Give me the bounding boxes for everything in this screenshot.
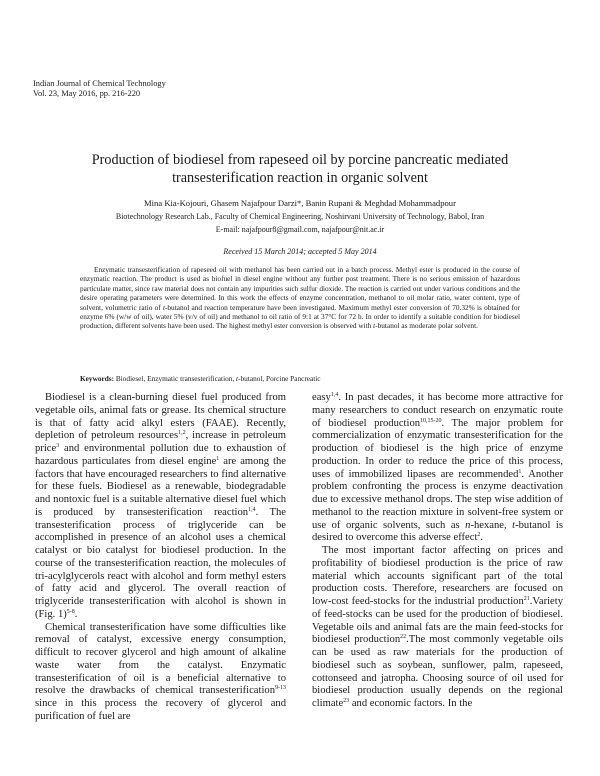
abstract-italic: t bbox=[162, 302, 165, 312]
email: E-mail: najafpour8@gmail.com, najafpour@nit.ac.ir bbox=[215, 225, 385, 234]
journal-volume: Vol. 23, May 2016, pp. 216-220 bbox=[33, 89, 141, 99]
citation: 9-13 bbox=[275, 685, 286, 692]
paragraph bbox=[312, 392, 563, 545]
body-column-left bbox=[35, 392, 286, 724]
text: Biodiesel is a clean-burning diesel fuel produced from vegetable oils, animal fats or grease. Its chemical structure is that of fatty acid alkyl esters (FAAE). Recently, depletion of petroleum resources bbox=[35, 392, 286, 442]
abstract bbox=[80, 265, 520, 331]
received-dates: Received 15 March 2014; accepted 5 May 2014 bbox=[223, 247, 377, 256]
text: are among the factors that have encouraged researchers to find alternative for these fuels. Biodiesel as a renewable, biodegradable and nontoxic fuel is a suitable alternative diesel fuel which is produced by transesterification reaction bbox=[35, 455, 286, 518]
citation: 1 bbox=[216, 455, 220, 462]
text: -butanol is desired to overcome this adverse effect bbox=[312, 519, 563, 544]
text: since in this process the recovery of glycerol and purification of fuel are bbox=[35, 698, 286, 722]
text: , increase in petroleum price bbox=[35, 430, 286, 454]
citation: 3 bbox=[56, 443, 60, 449]
paragraph bbox=[35, 622, 286, 724]
citation: 21 bbox=[523, 596, 530, 602]
text: . The transesterification process of triglyceride can be accomplished in presence of an alcohol uses a chemical catalyst or bio catalyst for biodiesel production. In the course of the transesterification reaction, the molecules of tri-acylglycerols react with alcohol and form methyl esters of fatty acid and glycerol. The overall reaction of triglyceride transesterification with alcohol is shown in (Fig. 1) bbox=[35, 506, 286, 620]
abstract-text: Enzymatic transesterification of rapeseed oil with methanol has been carried out in a batch process. Methyl ester is produced in the course of enzymatic reaction. The product is used as biofuel in diesel engine without any further post treatment. There is no serious emission of hazardous particulate matter, since raw material does not contain any impurities such sulfur dioxide. The reaction is carried out under various conditions and the desire operating parameters were determined. In this work the effects of enzyme concentration, methanol to oil molar ratio, water content, type of solvent, volumetric ratio of bbox=[80, 265, 520, 312]
text: . Another problem confronting the process is enzyme deactivation due to excessive methanol drops. The step wise addition of methanol to the reaction mixture in solvent-free system or use of organic solvents, such as bbox=[312, 468, 563, 531]
citation: 10,15-20 bbox=[420, 417, 442, 424]
citation: 1 bbox=[518, 468, 522, 475]
text: and environmental pollution due to exhaustion of hazardous particulates from diesel engine bbox=[35, 443, 286, 467]
keywords-text: -butanol, Porcine Pancreatic bbox=[238, 374, 321, 383]
paragraph bbox=[35, 392, 286, 622]
journal-header bbox=[33, 79, 166, 100]
text: and economic factors. In the bbox=[349, 698, 473, 709]
body-column-right bbox=[312, 392, 563, 711]
citation: 1,2 bbox=[178, 430, 186, 437]
authors: Mina Kia-Kojouri, Ghasem Najafpour Darzi*, Banin Rupani & Meghdad Mohammadpour bbox=[144, 198, 456, 208]
citation: 23 bbox=[343, 698, 350, 704]
abstract-text: -butanol and reaction temperature have been investigated. Maximum methyl ester conversion of 70.32% is obtained for enzyme 6% (w/w of oil), water 5% (v/v of oil) and methanol to oil ratio of 9:1 at 37°C for 72 h. In order to identify a suitable condition for biodiesel production, different solvents have been used. The highest methyl ester conversion is observed with bbox=[80, 302, 520, 331]
affiliation: Biotechnology Research Lab., Faculty of Chemical Engineering, Noshirvani University of Technology, Babol, Iran bbox=[115, 212, 485, 221]
text: . The major problem for commercialization of enzymatic transesterification for the production of biodiesel is the high price of enzyme production. In order to reduce the price of this process, uses of immobilized lipases are recommended bbox=[312, 417, 563, 480]
italic-text: t bbox=[512, 519, 516, 531]
title-line-2: transesterification reaction in organic solvent bbox=[172, 170, 428, 186]
citation: 1,4 bbox=[330, 392, 339, 398]
text: .The most commonly vegetable oils can be used as raw materials for the production of biodiesel such as soybean, sunflower, palm, rapeseed, cottonseed and jatropha. Choosing source of oil used for biodiesel production usually depends on the regional climate bbox=[312, 634, 563, 709]
text: easy bbox=[312, 392, 331, 403]
keywords-text: Biodiesel, Enzymatic transesterification, bbox=[114, 374, 237, 383]
citation: 1,4 bbox=[248, 506, 256, 513]
citation: 22 bbox=[400, 634, 407, 641]
text: . In past decades, it has become more attractive for many researchers to conduct research on enzymatic route of biodiesel production bbox=[312, 392, 563, 429]
keywords bbox=[80, 374, 520, 383]
text: . bbox=[480, 532, 484, 544]
paragraph bbox=[312, 545, 563, 711]
citation: 2 bbox=[477, 532, 481, 539]
text: . bbox=[74, 608, 78, 620]
keywords-label: Keywords: bbox=[80, 374, 115, 383]
journal-name: Indian Journal of Chemical Technology bbox=[33, 79, 166, 88]
text: The most important factor affecting on prices and profitability of biodiesel production is the price of raw material which accounts significant part of the total production costs. Therefore, researchers are focused on low-cost feed-stocks for the industrial production bbox=[312, 545, 563, 607]
title-line-1: Production of biodiesel from rapeseed oil by porcine pancreatic mediated bbox=[91, 152, 509, 168]
abstract-italic: t bbox=[373, 321, 376, 331]
text: .Variety of feed-stocks can be used for the production of biodiesel. Vegetable oils and animal fats are the main feed-stocks for biodiesel production bbox=[312, 596, 563, 646]
paper-title bbox=[40, 151, 560, 187]
text: -hexane, bbox=[470, 519, 513, 531]
abstract-text: -butanol as moderate polar solvent. bbox=[375, 321, 478, 331]
text: Chemical transesterification have some difficulties like removal of catalyst, excessive energy consumption, difficult to recover glycerol and high amount of alkaline waste water from the catalyst. Enzymatic transesterification of oil is a beneficial alternative to resolve the drawbacks of chemical transesterification bbox=[35, 621, 286, 697]
keywords-italic: t bbox=[236, 374, 239, 383]
citation: 5-8 bbox=[66, 608, 75, 615]
italic-text: n bbox=[465, 519, 471, 531]
